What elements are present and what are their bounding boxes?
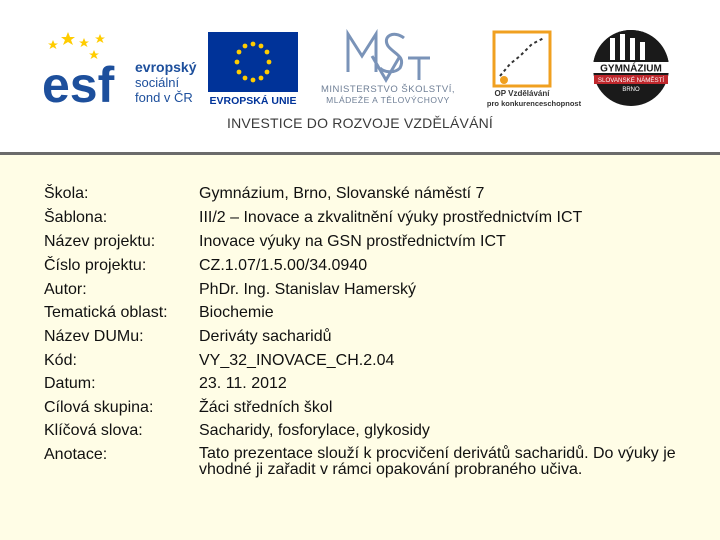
field-value: III/2 – Inovace a zkvalitnění výuky prostřednictvím ICT [199, 209, 583, 226]
field-value: Deriváty sacharidů [199, 328, 332, 345]
gymnazium-logo [586, 28, 676, 108]
msmt-monogram-icon [348, 34, 430, 80]
field-label: Tematická oblast: [44, 304, 168, 321]
eu-caption: EVROPSKÁ UNIE [209, 95, 297, 107]
field-value: 23. 11. 2012 [199, 375, 287, 392]
field-label: Datum: [44, 375, 96, 392]
esf-letters: esf [42, 57, 115, 108]
field-label: Klíčová slova: [44, 422, 143, 439]
field-label: Číslo projektu: [44, 257, 147, 274]
field-label: Škola: [44, 185, 89, 202]
op-line1: OP Vzdělávání [494, 89, 550, 98]
esf-line2: sociální [135, 75, 180, 90]
msmt-line2: MLÁDEŽE A TĚLOVÝCHOVY [326, 95, 450, 105]
field-value: Sacharidy, fosforylace, glykosidy [199, 422, 430, 439]
gymnazium-line2: BRNO [622, 87, 640, 93]
esf-line1: evropský [135, 59, 197, 75]
gymnazium-title: GYMNÁZIUM [600, 63, 662, 75]
field-value: Inovace výuky na GSN prostřednictvím ICT [199, 233, 506, 250]
eu-flag-icon [208, 32, 298, 92]
esf-logo [40, 30, 200, 108]
document-info-panel [0, 155, 720, 540]
field-value: Gymnázium, Brno, Slovanské náměstí 7 [199, 185, 485, 202]
field-label: Šablona: [44, 209, 108, 226]
field-value: Biochemie [199, 304, 274, 321]
msmt-logo [308, 28, 468, 110]
field-value: PhDr. Ing. Stanislav Hamerský [199, 281, 416, 298]
esf-stars-icon [48, 32, 105, 59]
field-label: Autor: [44, 281, 87, 298]
field-label: Název DUMu: [44, 328, 144, 345]
logo-header [0, 0, 720, 152]
field-value: VY_32_INOVACE_CH.2.04 [199, 352, 395, 369]
field-label: Cílová skupina: [44, 399, 154, 416]
esf-line3: fond v ČR [135, 90, 193, 105]
msmt-line1: MINISTERSTVO ŠKOLSTVÍ, [321, 84, 455, 95]
op-line2: pro konkurenceschopnost [486, 99, 582, 108]
field-label: Anotace: [44, 446, 108, 463]
field-value: Tato prezentace slouží k procvičení derivátů sacharidů. Do výuky je vhodné ji zařadit v rámci opakování probraného učiva. [199, 445, 676, 478]
gymnazium-line1: SLOVANSKÉ NÁMĚSTÍ [597, 77, 665, 84]
field-label: Název projektu: [44, 233, 156, 250]
field-value: Žáci středních škol [199, 399, 333, 416]
investice-tagline: INVESTICE DO ROZVOJE VZDĚLÁVÁNÍ [226, 115, 494, 131]
eu-logo [206, 30, 300, 108]
field-label: Kód: [44, 352, 77, 369]
field-value: CZ.1.07/1.5.00/34.0940 [199, 257, 368, 274]
op-logo [484, 30, 584, 110]
